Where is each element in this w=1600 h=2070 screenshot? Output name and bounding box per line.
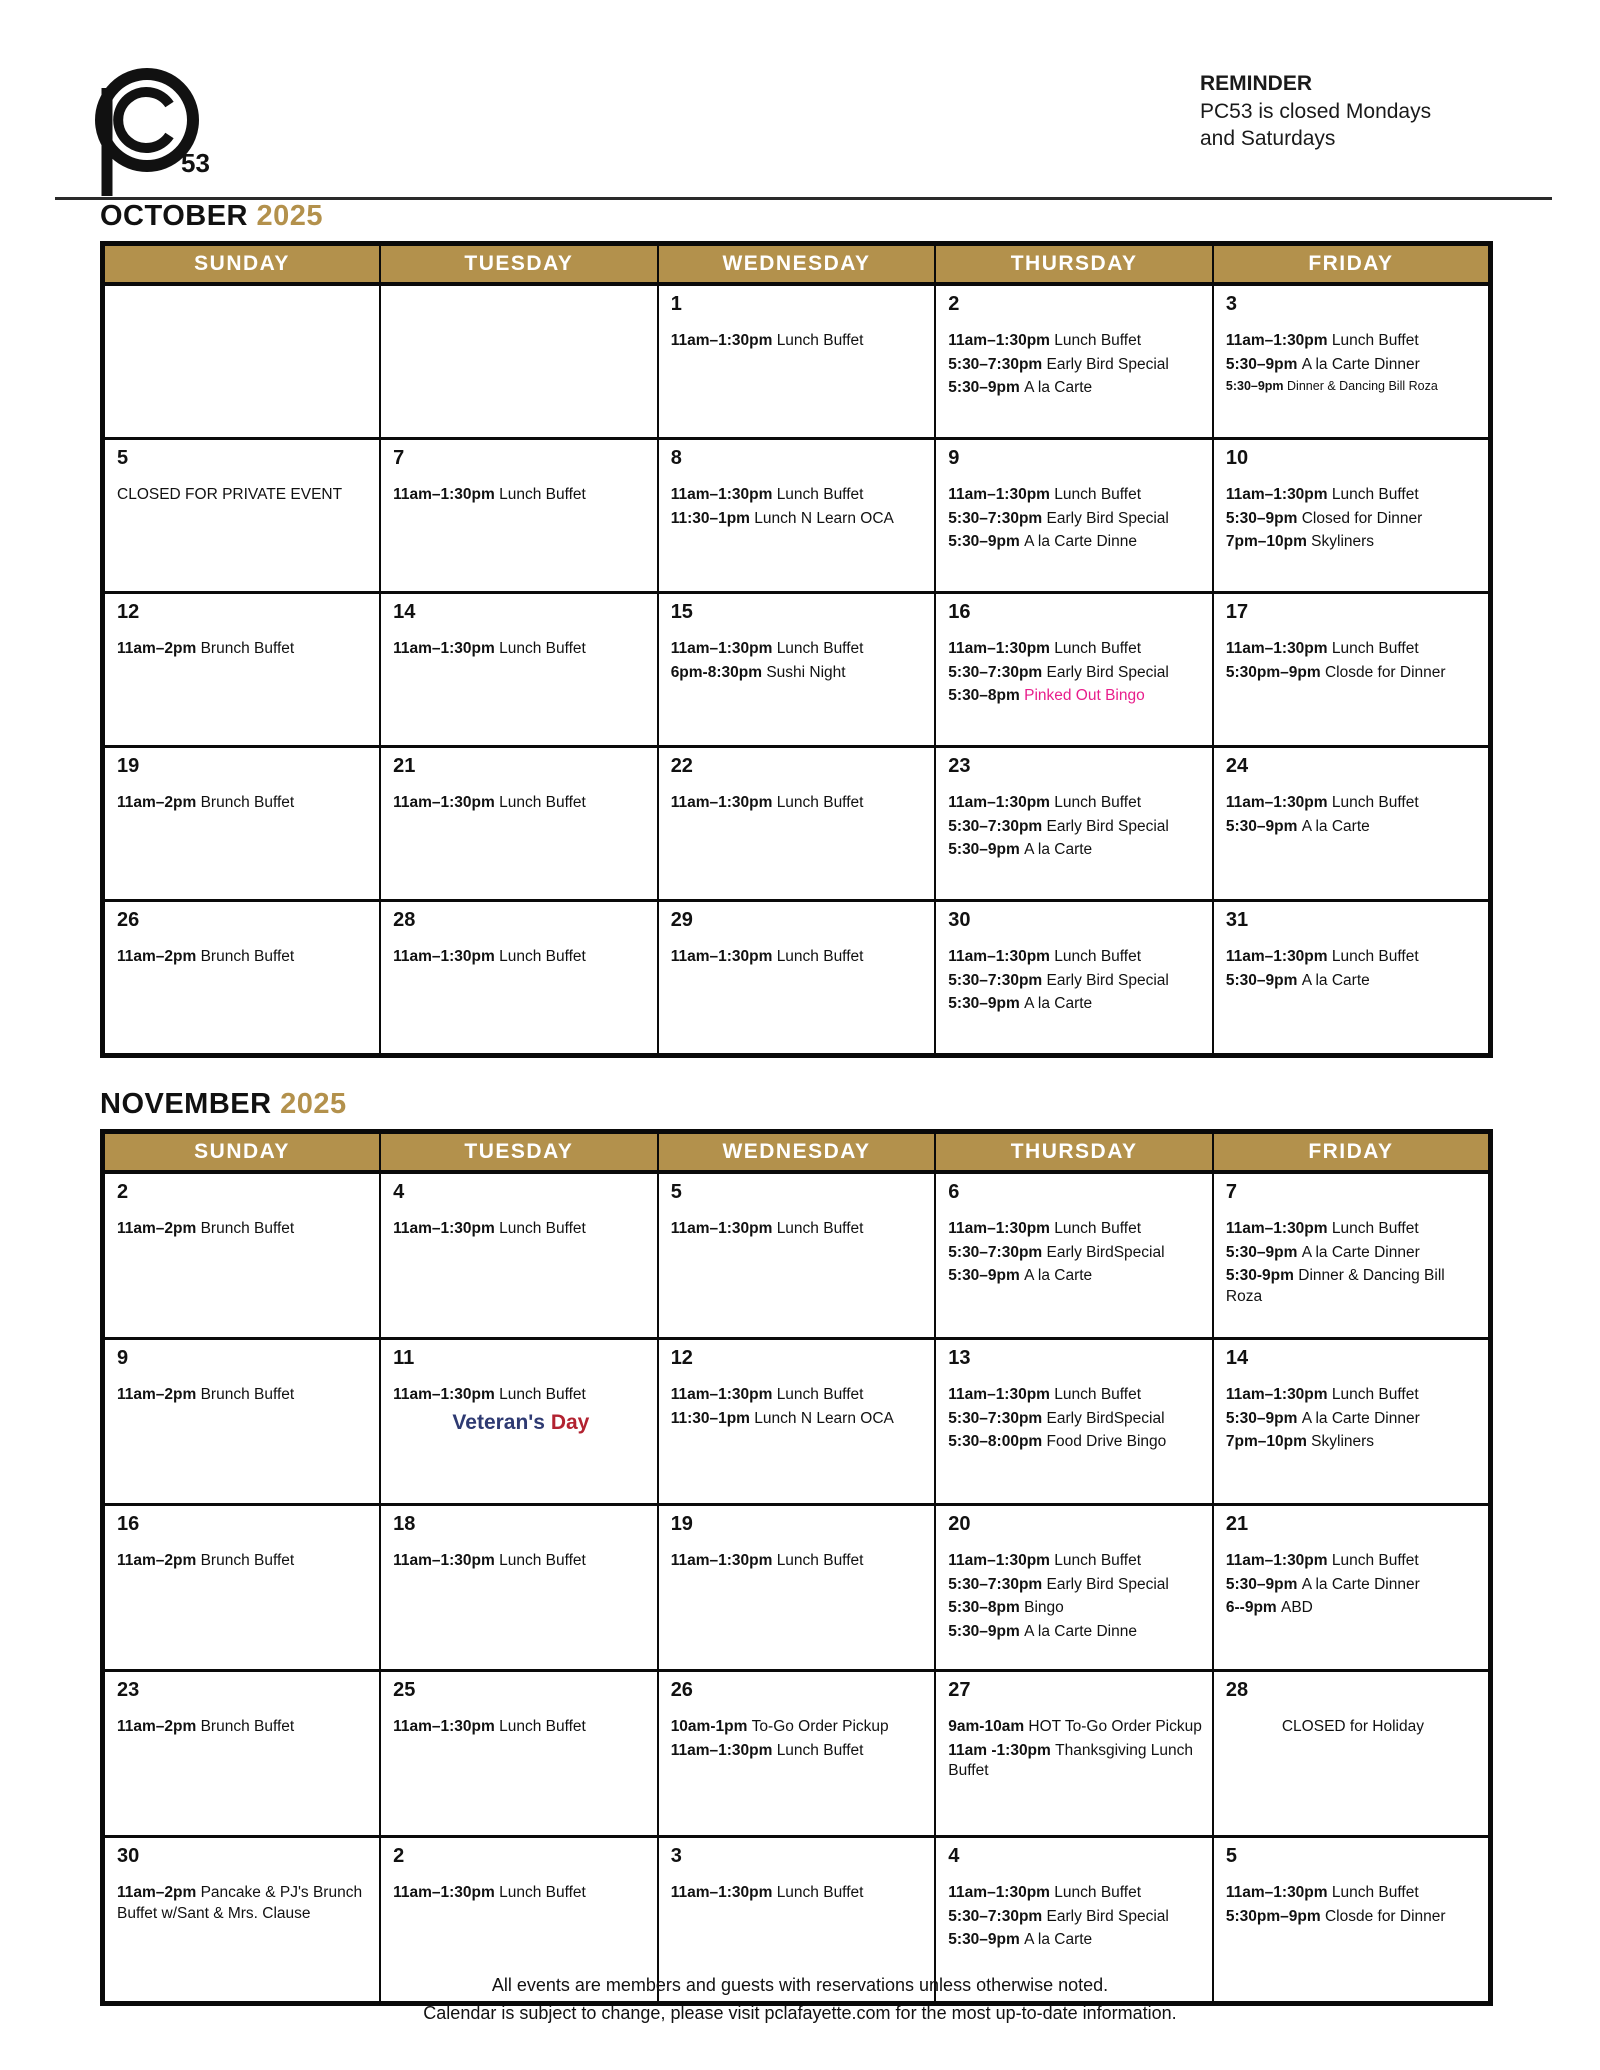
reminder-note (1200, 70, 1431, 153)
day-number: 4 (948, 1845, 960, 1867)
event-line: 11am–1:30pm Lunch Buffet (1225, 486, 1419, 503)
calendar-cell (658, 284, 936, 439)
day-number: 5 (1225, 1845, 1237, 1867)
day-number: 24 (1225, 755, 1249, 777)
day-number: 28 (393, 909, 416, 931)
calendar-cell (658, 901, 936, 1056)
calendar-cell (1213, 439, 1491, 593)
day-number: 23 (117, 1679, 140, 1701)
calendar-cell (1213, 284, 1491, 439)
day-number: 5 (117, 447, 129, 469)
event-line: 5:30–9pm A la Carte (948, 1267, 1093, 1285)
day-number: 18 (393, 1513, 416, 1535)
event-line: 11am–1:30pm Lunch Buffet (670, 794, 864, 811)
calendar-cell (380, 284, 658, 439)
event-line: 5:30pm–9pm Closde for Dinner (1225, 663, 1446, 681)
reminder-line-2: and Saturdays (1200, 127, 1336, 151)
event-line: 11am–1:30pm Lunch Buffet (948, 486, 1142, 503)
month-name: OCTOBER (100, 200, 248, 232)
event-line: 11am–1:30pm Lunch Buffet (1225, 1884, 1419, 1901)
day-number: 20 (948, 1513, 971, 1535)
calendar-cell (658, 1339, 936, 1505)
event-line: 7pm–10pm Skyliners (1225, 533, 1375, 551)
event-line: 11am–1:30pm Lunch Buffet (1225, 1220, 1419, 1237)
calendar-cell (1213, 593, 1491, 747)
calendar-cell (935, 901, 1213, 1056)
day-header-tuesday: TUESDAY (380, 1132, 658, 1173)
event-line: 5:30–9pm Closed for Dinner (1225, 509, 1423, 527)
event-line: 5:30–9pm A la Carte (948, 379, 1093, 397)
event-line: 5:30–8pm Bingo (948, 1599, 1064, 1617)
event-line: 5:30–9pm A la Carte Dinner (1225, 1409, 1420, 1427)
calendar-cell (658, 1172, 936, 1339)
event-line: 11am–1:30pm Lunch Buffet (670, 1741, 864, 1759)
event-line: 11am–1:30pm Lunch Buffet (948, 1220, 1142, 1237)
day-header-wednesday: WEDNESDAY (658, 1132, 936, 1173)
event-line: 11:30–1pm Lunch N Learn OCA (670, 509, 894, 527)
event-line: 11am–1:30pm Lunch Buffet (948, 948, 1142, 965)
event-line: 5:30–9pm A la Carte (1225, 817, 1370, 835)
event-line: 11am–1:30pm Lunch Buffet (670, 640, 864, 657)
event-line: 11am–2pm Brunch Buffet (117, 1386, 295, 1403)
day-number: 1 (670, 293, 682, 315)
day-number: 30 (117, 1845, 140, 1867)
reminder-title: REMINDER (1200, 72, 1313, 95)
event-line: 5:30–9pm A la Carte (948, 1931, 1093, 1949)
month-title (100, 200, 1500, 233)
day-number: 26 (670, 1679, 693, 1701)
day-number: 14 (393, 601, 416, 623)
month-november (100, 1088, 1500, 2006)
event-line: 11am–2pm Brunch Buffet (117, 1718, 295, 1735)
calendar-cell (380, 1671, 658, 1837)
footer-line-2: Calendar is subject to change, please visit pclafayette.com for the most up-to-date information. (423, 2002, 1177, 2023)
event-line: 5:30–9pm A la Carte Dinne (948, 1622, 1137, 1640)
event-line: 5:30–7:30pm Early Bird Special (948, 509, 1169, 527)
event-line: 5:30–9pm A la Carte Dinne (948, 533, 1137, 551)
day-number: 22 (670, 755, 693, 777)
event-line: 11am–1:30pm Lunch Buffet (948, 1884, 1142, 1901)
footer-note (0, 1972, 1600, 2028)
calendar-cell (380, 1505, 658, 1671)
event-line: 11am–1:30pm Lunch Buffet (670, 1552, 864, 1569)
day-number: 21 (393, 755, 416, 777)
day-number: 26 (117, 909, 140, 931)
calendar-cell (1213, 1339, 1491, 1505)
day-number: 10 (1225, 447, 1249, 469)
day-number: 3 (1225, 293, 1237, 315)
event-line: 11am–2pm Brunch Buffet (117, 1552, 295, 1569)
event-line: 11am–2pm Brunch Buffet (117, 640, 295, 657)
event-line: 11am–1:30pm Lunch Buffet (393, 1718, 586, 1735)
day-header-thursday: THURSDAY (935, 244, 1213, 285)
event-line: 11am–1:30pm Lunch Buffet (670, 332, 864, 349)
event-line: 5:30-9pm Dinner & Dancing Bill Roza (1225, 1267, 1445, 1305)
day-number: 29 (670, 909, 693, 931)
day-header-thursday: THURSDAY (935, 1132, 1213, 1173)
day-number: 25 (393, 1679, 416, 1701)
day-number: 19 (670, 1513, 693, 1535)
day-number: 14 (1225, 1347, 1249, 1369)
event-line: 11am–1:30pm Lunch Buffet (948, 1552, 1142, 1569)
event-line: 5:30–9pm A la Carte (1225, 971, 1370, 989)
day-header-tuesday: TUESDAY (380, 244, 658, 285)
event-line: 5:30–9pm A la Carte Dinner (1225, 355, 1420, 373)
logo-number: 53 (181, 148, 210, 178)
event-line: 5:30–9pm A la Carte (948, 841, 1093, 859)
day-number: 7 (1225, 1181, 1237, 1203)
month-year: 2025 (271, 1088, 347, 1120)
day-number: 2 (393, 1845, 405, 1867)
calendar-cell (935, 593, 1213, 747)
event-line: 11am -1:30pm Thanksgiving Lunch Buffet (948, 1741, 1193, 1780)
calendar-cell (935, 284, 1213, 439)
event-line: 11am–1:30pm Lunch Buffet (393, 1884, 586, 1901)
event-line: 10am-1pm To-Go Order Pickup (670, 1718, 889, 1735)
day-number: 15 (670, 601, 693, 623)
day-number: 4 (393, 1181, 405, 1203)
day-number: 3 (670, 1845, 682, 1867)
event-line: 11am–1:30pm Lunch Buffet (1225, 948, 1419, 965)
month-october (100, 200, 1500, 1058)
month-name: NOVEMBER (100, 1088, 272, 1120)
event-line: 11am–1:30pm Lunch Buffet (393, 486, 586, 503)
calendar-cell (935, 747, 1213, 901)
event-line: 11am–1:30pm Lunch Buffet (1225, 794, 1419, 811)
event-line: 11am–1:30pm Lunch Buffet (393, 948, 586, 965)
day-number: 7 (393, 447, 405, 469)
event-line: 11am–1:30pm Lunch Buffet (948, 332, 1142, 349)
event-line: 11am–1:30pm Lunch Buffet (948, 1386, 1142, 1403)
event-line: 5:30–7:30pm Early Bird Special (948, 971, 1169, 989)
event-line: 5:30–7:30pm Early Bird Special (948, 1575, 1169, 1593)
day-number: 12 (117, 601, 140, 623)
calendar-cell (103, 593, 381, 747)
calendar-cell (103, 284, 381, 439)
calendar-cell (935, 1339, 1213, 1505)
event-line: 5:30–9pm Dinner & Dancing Bill Roza (1225, 379, 1438, 394)
calendar-cell (380, 1172, 658, 1339)
day-number: 2 (948, 293, 960, 315)
day-number: 30 (948, 909, 971, 931)
day-number: 23 (948, 755, 971, 777)
day-number: 11 (393, 1347, 415, 1369)
day-number: 9 (117, 1347, 129, 1369)
event-line: 11am–1:30pm Lunch Buffet (670, 948, 864, 965)
day-number: 16 (117, 1513, 140, 1535)
event-line: 6--9pm ABD (1225, 1599, 1313, 1617)
event-line: 11am–2pm Brunch Buffet (117, 1220, 295, 1237)
day-number: 17 (1225, 601, 1249, 623)
event-line: 5:30–7:30pm Early Bird Special (948, 1907, 1169, 1925)
calendar-cell (380, 1339, 658, 1505)
event-line: 5:30–8:00pm Food Drive Bingo (948, 1433, 1167, 1451)
event-line: 11am–1:30pm Lunch Buffet (670, 1386, 864, 1403)
event-line: 11am–1:30pm Lunch Buffet (393, 1220, 586, 1237)
day-number: 13 (948, 1347, 971, 1369)
calendars (100, 200, 1500, 2006)
event-line: 7pm–10pm Skyliners (1225, 1433, 1375, 1451)
event-line: 9am-10am HOT To-Go Order Pickup (948, 1718, 1202, 1735)
calendar-cell (1213, 1172, 1491, 1339)
day-number: 5 (670, 1181, 682, 1203)
event-line: 5:30–9pm A la Carte (948, 995, 1093, 1013)
calendar-cell (935, 1671, 1213, 1837)
day-number: 28 (1225, 1679, 1249, 1701)
day-number: 2 (117, 1181, 129, 1203)
event-line: 11am–1:30pm Lunch Buffet (670, 486, 864, 503)
event-line: 5:30–8pm Pinked Out Bingo (948, 687, 1145, 705)
event-line: 5:30pm–9pm Closde for Dinner (1225, 1907, 1446, 1925)
day-header-wednesday: WEDNESDAY (658, 244, 936, 285)
event-line: 11am–2pm Brunch Buffet (117, 794, 295, 811)
day-number: 6 (948, 1181, 960, 1203)
calendar-cell (103, 1172, 381, 1339)
calendar-cell (380, 439, 658, 593)
calendar-cell (1213, 1671, 1491, 1837)
pc53-logo-icon (85, 48, 240, 198)
day-header-friday: FRIDAY (1213, 244, 1491, 285)
day-number: 16 (948, 601, 971, 623)
calendar-table (100, 241, 1493, 1058)
calendar-cell (658, 439, 936, 593)
event-line: 5:30–7:30pm Early BirdSpecial (948, 1409, 1165, 1427)
event-line: 5:30–7:30pm Early Bird Special (948, 663, 1169, 681)
event-line: 11am–1:30pm Lunch Buffet (1225, 332, 1419, 349)
event-line: 5:30–9pm A la Carte Dinner (1225, 1575, 1420, 1593)
day-number: 27 (948, 1679, 971, 1701)
calendar-cell (658, 593, 936, 747)
event-line: 11am–1:30pm Lunch Buffet (1225, 1552, 1419, 1569)
month-title (100, 1088, 1500, 1121)
calendar-cell (935, 439, 1213, 593)
event-line: 5:30–7:30pm Early Bird Special (948, 355, 1169, 373)
day-header-friday: FRIDAY (1213, 1132, 1491, 1173)
event-line: Veteran's Day (452, 1410, 590, 1434)
event-line: 11am–1:30pm Lunch Buffet (393, 1386, 586, 1403)
day-number: 31 (1225, 909, 1249, 931)
event-line: CLOSED FOR PRIVATE EVENT (117, 486, 343, 503)
calendar-cell (658, 747, 936, 901)
calendar-cell (103, 1505, 381, 1671)
calendar-cell (658, 1671, 936, 1837)
event-line: 11am–1:30pm Lunch Buffet (1225, 1386, 1419, 1403)
calendar-cell (935, 1172, 1213, 1339)
event-line: 11am–1:30pm Lunch Buffet (1225, 640, 1419, 657)
event-line: 5:30–9pm A la Carte Dinner (1225, 1243, 1420, 1261)
calendar-cell (935, 1505, 1213, 1671)
calendar-cell (380, 593, 658, 747)
calendar-cell (103, 1671, 381, 1837)
event-line: 11am–2pm Brunch Buffet (117, 948, 295, 965)
calendar-cell (103, 1339, 381, 1505)
event-line: 11am–1:30pm Lunch Buffet (670, 1220, 864, 1237)
calendar-cell (658, 1505, 936, 1671)
event-line: 11am–1:30pm Lunch Buffet (948, 640, 1142, 657)
day-number: 8 (670, 447, 682, 469)
day-number: 12 (670, 1347, 693, 1369)
event-line: 5:30–7:30pm Early BirdSpecial (948, 1243, 1165, 1261)
event-line: 11am–1:30pm Lunch Buffet (393, 794, 586, 811)
calendar-cell (103, 901, 381, 1056)
footer-line-1: All events are members and guests with reservations unless otherwise noted. (491, 1975, 1109, 1995)
calendar-table (100, 1129, 1493, 2006)
calendar-cell (1213, 901, 1491, 1056)
event-line: 6pm-8:30pm Sushi Night (670, 663, 846, 681)
day-number: 21 (1225, 1513, 1249, 1535)
reminder-line-1: PC53 is closed Mondays (1200, 99, 1432, 123)
event-line: 11am–1:30pm Lunch Buffet (393, 640, 586, 657)
event-line: 11am–1:30pm Lunch Buffet (948, 794, 1142, 811)
event-line: CLOSED for Holiday (1281, 1718, 1424, 1735)
day-number: 9 (948, 447, 960, 469)
event-line: 11:30–1pm Lunch N Learn OCA (670, 1409, 894, 1427)
event-line: 11am–2pm Pancake & PJ's Brunch Buffet w/Sant & Mrs. Clause (117, 1884, 363, 1922)
event-line: 5:30–7:30pm Early Bird Special (948, 817, 1169, 835)
event-line: 11am–1:30pm Lunch Buffet (393, 1552, 586, 1569)
calendar-cell (380, 747, 658, 901)
calendar-cell (103, 747, 381, 901)
day-header-sunday: SUNDAY (103, 244, 381, 285)
day-header-sunday: SUNDAY (103, 1132, 381, 1173)
event-line: 11am–1:30pm Lunch Buffet (670, 1884, 864, 1901)
pc53-logo (85, 48, 240, 203)
calendar-cell (1213, 747, 1491, 901)
calendar-cell (380, 901, 658, 1056)
day-number: 19 (117, 755, 140, 777)
calendar-cell (1213, 1505, 1491, 1671)
calendar-cell (103, 439, 381, 593)
month-year: 2025 (247, 200, 324, 232)
